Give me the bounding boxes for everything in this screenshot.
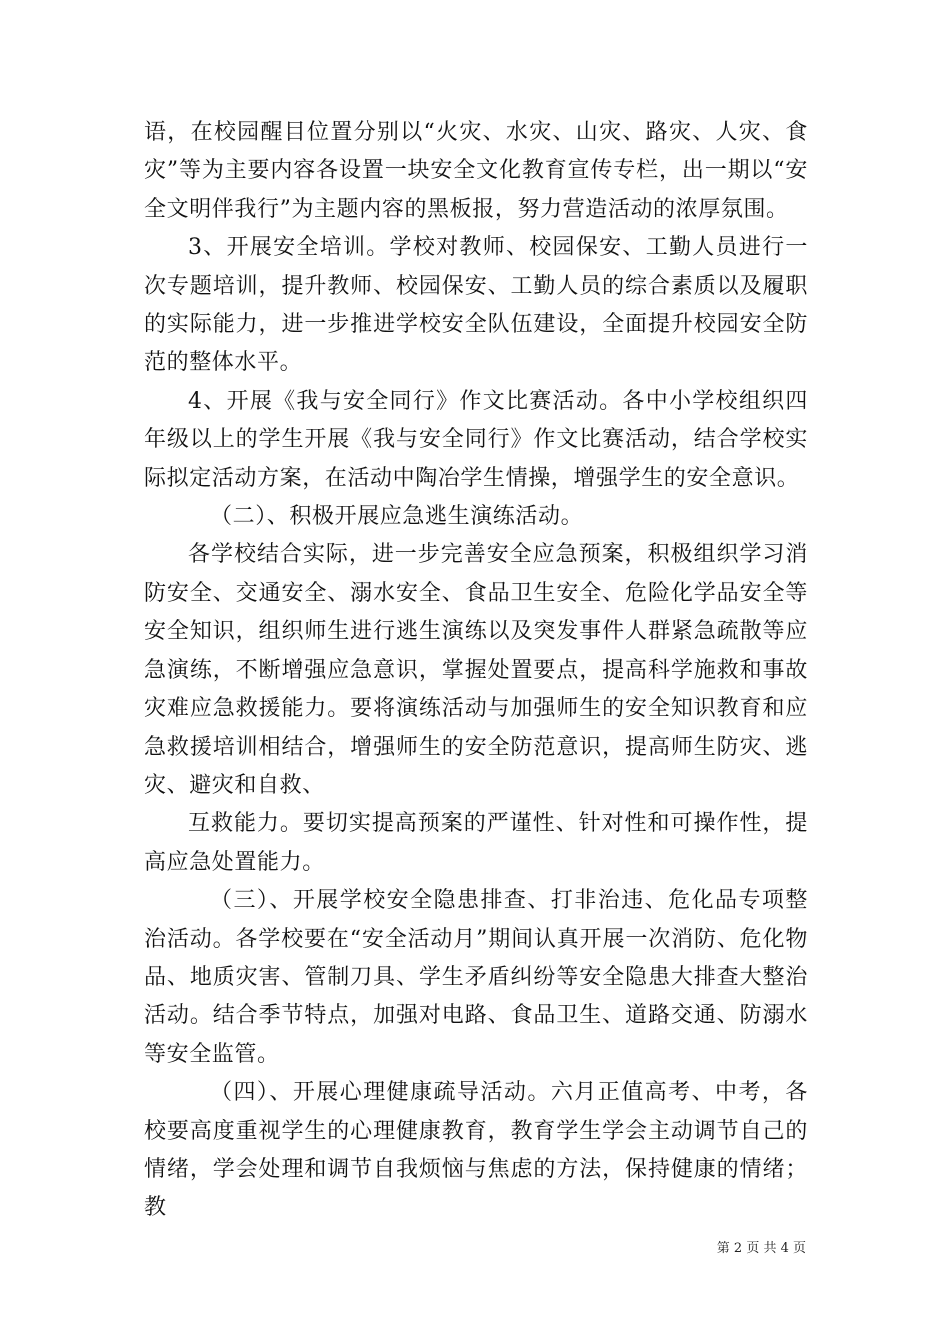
page-number: 第 2 页 共 4 页 [716,1241,806,1256]
body-text [144,114,808,1228]
paragraph-5: 各学校结合实际，进一步完善安全应急预案，积极组织学习消防安全、交通安全、溺水安全、食品卫生安全、危险化学品安全等安全知识，组织师生进行逃生演练以及突发事件人群紧急疏散等应急演练，不断增强应急意识，掌握处置要点，提高科学施救和事故灾难应急救援能力。要将演练活动与加强师生的安全知识教育和应急救援培训相结合，增强师生的安全防范意识，提高师生防灾、逃灾、避灾和自救、 [144,542,808,798]
paragraph-8: （四）、开展心理健康疏导活动。六月正值高考、中考，各校要高度重视学生的心理健康教育，教育学生学会主动调节自己的情绪，学会处理和调节自我烦恼与焦虑的方法，保持健康的情绪；教 [144,1080,808,1221]
paragraph-3: 4、开展《我与安全同行》作文比赛活动。各中小学校组织四年级以上的学生开展《我与安全同行》作文比赛活动，结合学校实际拟定活动方案，在活动中陶冶学生情操，增强学生的安全意识。 [144,388,808,491]
paragraph-2: 3、开展安全培训。学校对教师、校园保安、工勤人员进行一次专题培训，提升教师、校园保安、工勤人员的综合素质以及履职的实际能力，进一步推进学校安全队伍建设，全面提升校园安全防范的整体水平。 [144,235,808,376]
paragraph-1: 语，在校园醒目位置分别以“火灾、水灾、山灾、路灾、人灾、食灾”等为主要内容各设置一块安全文化教育宣传专栏，出一期以“安全文明伴我行”为主题内容的黑板报，努力营造活动的浓厚氛围。 [144,120,808,222]
paragraph-6: 互救能力。要切实提高预案的严谨性、针对性和可操作性，提高应急处置能力。 [144,811,808,875]
section-heading-2: （二）、积极开展应急逃生演练活动。 [210,504,584,530]
paragraph-7: （三）、开展学校安全隐患排查、打非治违、危化品专项整治活动。各学校要在“安全活动月”期间认真开展一次消防、危化物品、地质灾害、管制刀具、学生矛盾纠纷等安全隐患大排查大整治活动。结合季节特点，加强对电路、食品卫生、道路交通、防溺水等安全监管。 [144,888,808,1067]
